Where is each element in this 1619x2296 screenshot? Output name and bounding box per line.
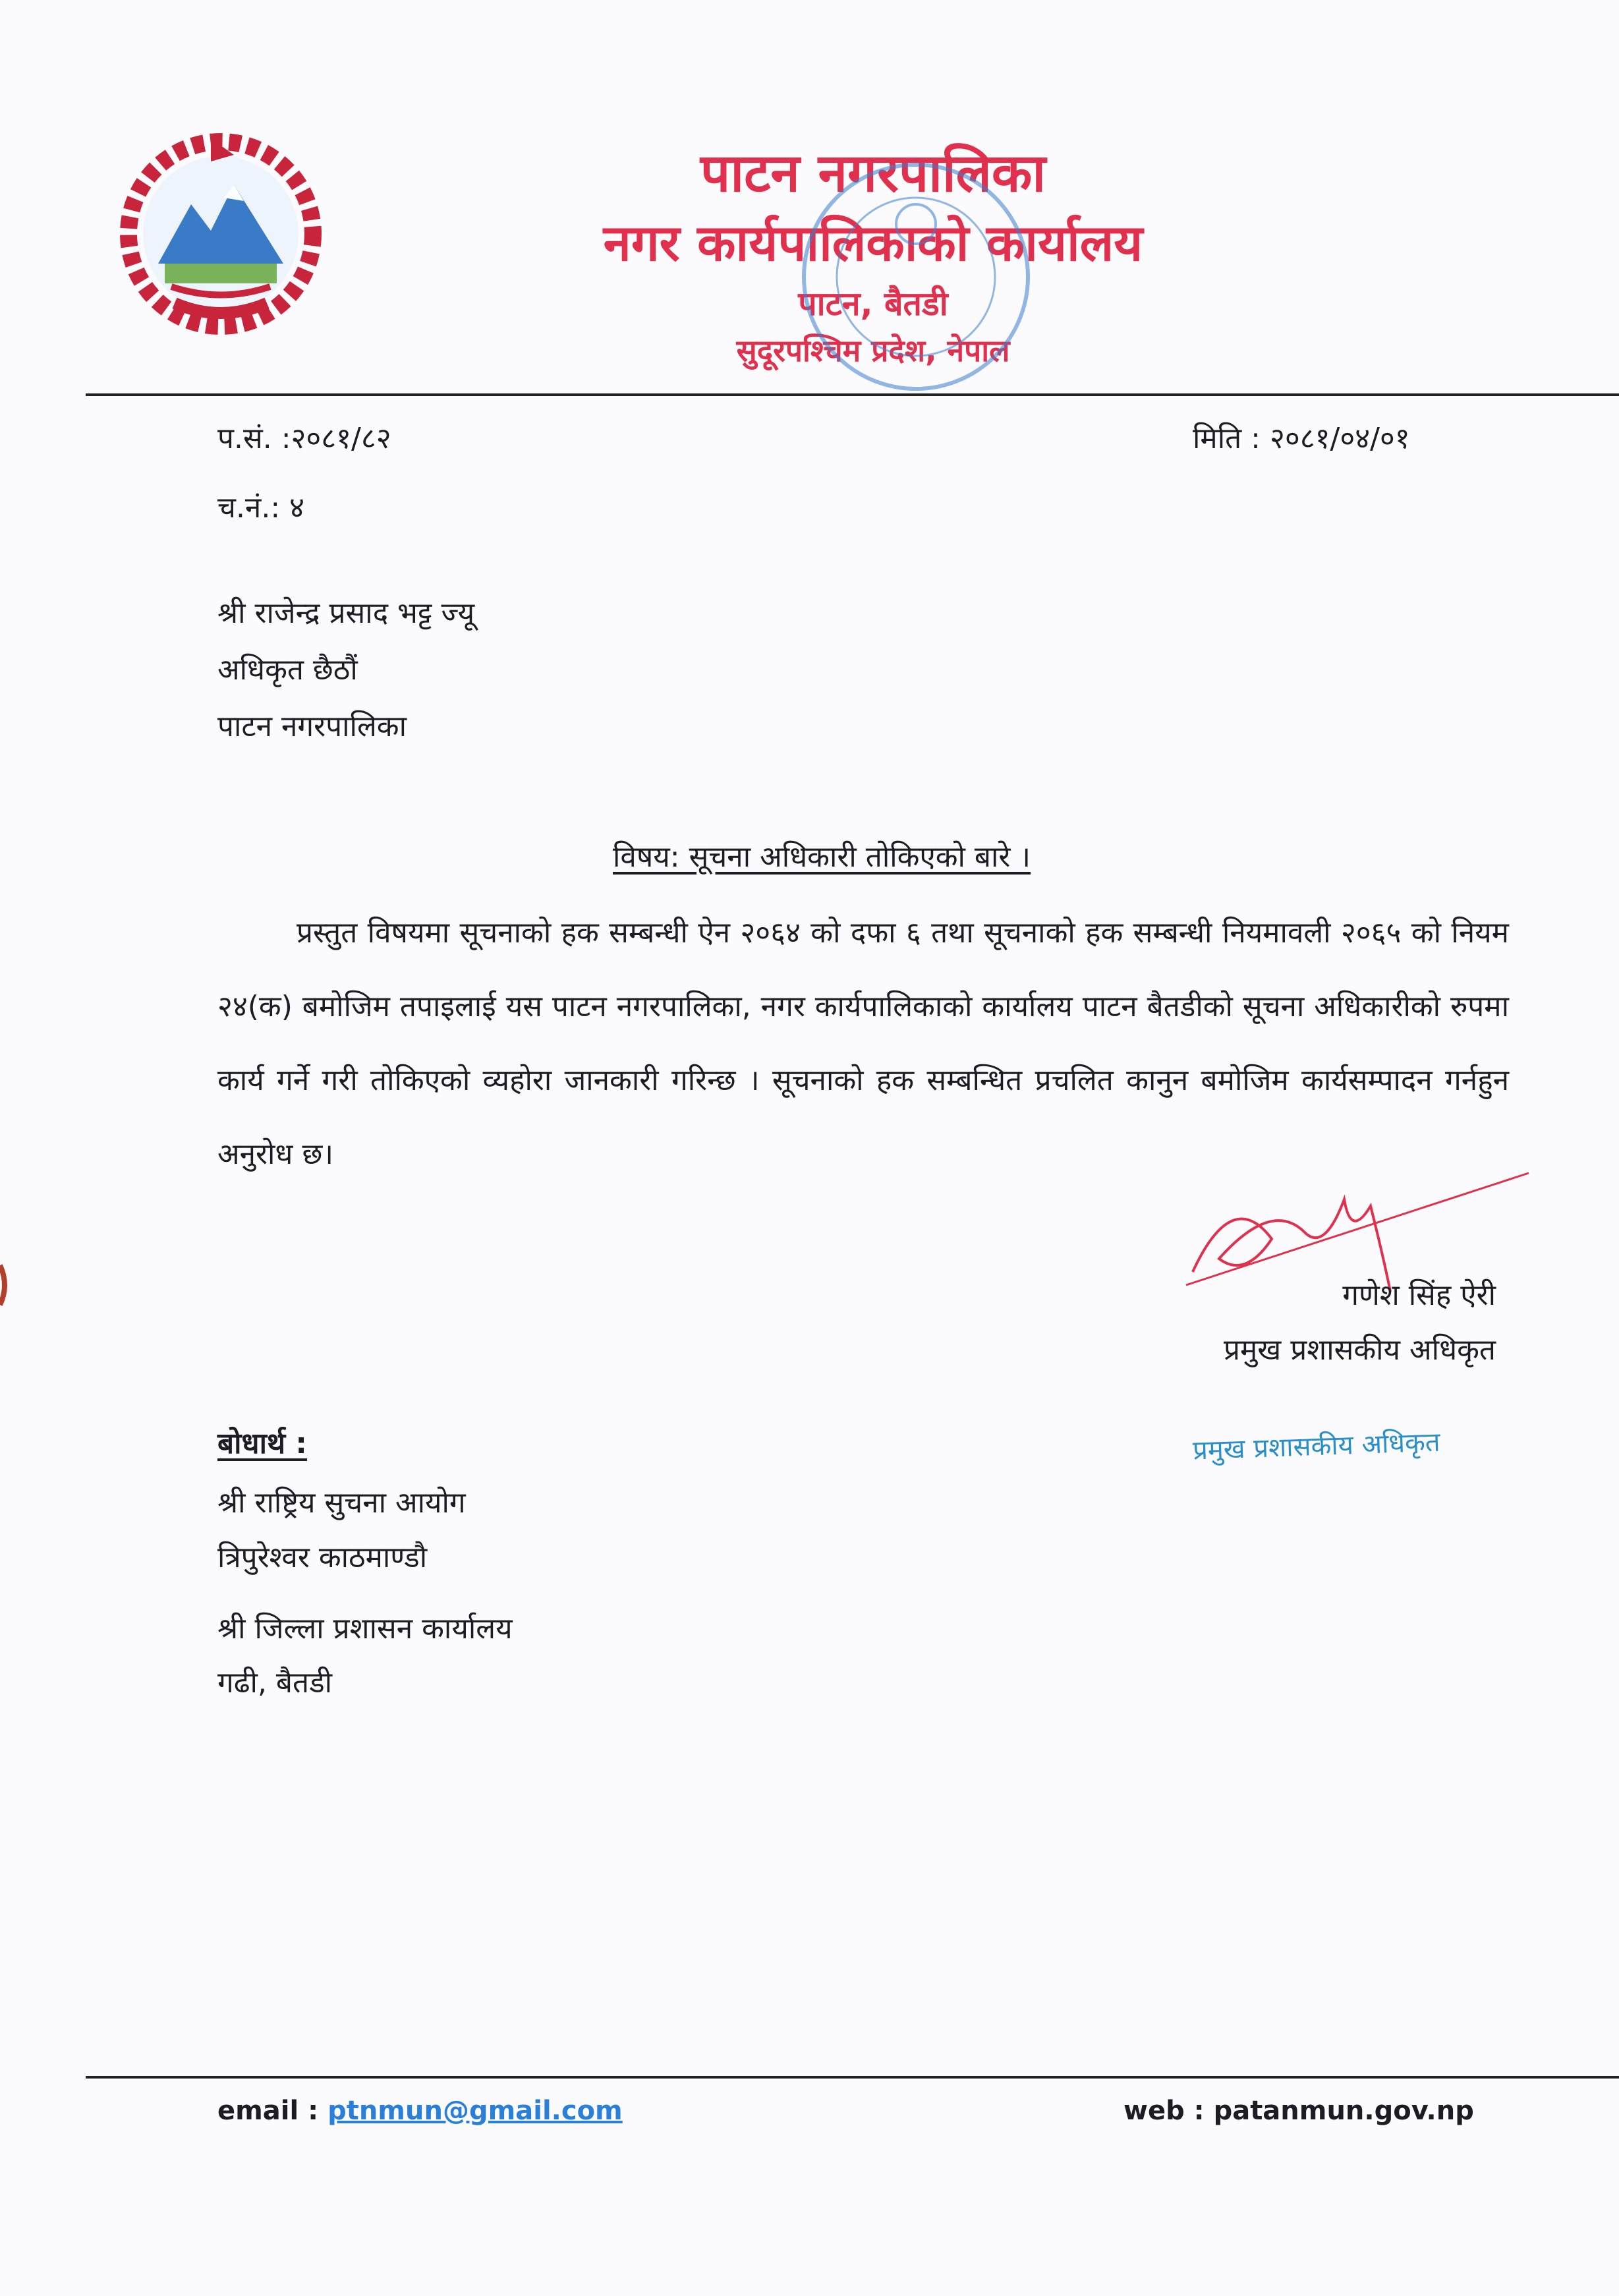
signatory-name: गणेश सिंह ऐरी bbox=[1342, 1278, 1496, 1312]
nepal-emblem-icon bbox=[112, 125, 329, 343]
letter-body: प्रस्तुत विषयमा सूचनाको हक सम्बन्धी ऐन २०६४ को दफा ६ तथा सूचनाको हक सम्बन्धी नियमावली २०६५ को नियम २४(क) बमोजिम तपाइलाई यस पाटन नगरपालिका, नगर कार्यपालिकाको कार्यालय पाटन बैतडीको सूचना अधिकारीको रुपमा कार्य गर्ने गरी तोकिएको व्यहोरा जानकारी गरिन्छ । सूचनाको हक सम्बन्धित प्रचलित कानुन बमोजिम कार्यसम्पादन गर्नहुन अनुरोध छ। bbox=[217, 916, 1509, 1171]
cc-label: बोधार्थ : bbox=[217, 1427, 308, 1460]
province-country: सुदूरपश्चिम प्रदेश, नेपाल bbox=[736, 333, 1010, 368]
recipient-name: श्री राजेन्द्र प्रसाद भट्ट ज्यू bbox=[217, 596, 475, 630]
page-edge-mark-icon bbox=[0, 1259, 12, 1311]
signatory-stamp: प्रमुख प्रशासकीय अधिकृत bbox=[1192, 1427, 1441, 1466]
office-name: नगर कार्यपालिकाको कार्यालय bbox=[603, 214, 1143, 272]
municipality-name: पाटन नगरपालिका bbox=[700, 142, 1046, 204]
footer-divider bbox=[86, 2076, 1619, 2079]
cc-item-line2: त्रिपुरेश्वर काठमाण्डौ bbox=[217, 1540, 428, 1574]
recipient-office: पाटन नगरपालिका bbox=[217, 709, 407, 743]
footer-website: web : patanmun.gov.np bbox=[1123, 2096, 1474, 2126]
letter-date: मिति : २०८१/०४/०१ bbox=[1193, 422, 1410, 455]
email-link[interactable]: ptnmun@gmail.com bbox=[327, 2096, 623, 2126]
office-seal-stamp-icon bbox=[791, 152, 1041, 402]
header-divider bbox=[86, 393, 1619, 396]
cc-item bbox=[217, 1612, 513, 1702]
dispatch-number: च.नं.: ४ bbox=[217, 491, 305, 525]
cc-item-line2: गढी, बैतडी bbox=[217, 1666, 333, 1700]
office-location: पाटन, बैतडी bbox=[798, 285, 948, 323]
recipient-position: अधिकृत छैठौं bbox=[217, 652, 358, 687]
reference-number: प.सं. :२०८१/८२ bbox=[217, 422, 391, 455]
email-label: email : bbox=[217, 2096, 328, 2126]
signatory-block bbox=[1160, 1278, 1496, 1388]
signatory-title: प्रमुख प्रशासकीय अधिकृत bbox=[1223, 1333, 1496, 1367]
cc-list bbox=[217, 1486, 513, 1737]
cc-item-line1: श्री राष्ट्रिय सुचना आयोग bbox=[217, 1486, 466, 1520]
cc-item bbox=[217, 1486, 513, 1576]
cc-item-line1: श्री जिल्ला प्रशासन कार्यालय bbox=[217, 1611, 513, 1646]
recipient-block bbox=[217, 596, 474, 766]
letter-subject: विषय: सूचना अधिकारी तोकिएको बारे । bbox=[613, 840, 1031, 874]
footer-email bbox=[217, 2096, 623, 2126]
